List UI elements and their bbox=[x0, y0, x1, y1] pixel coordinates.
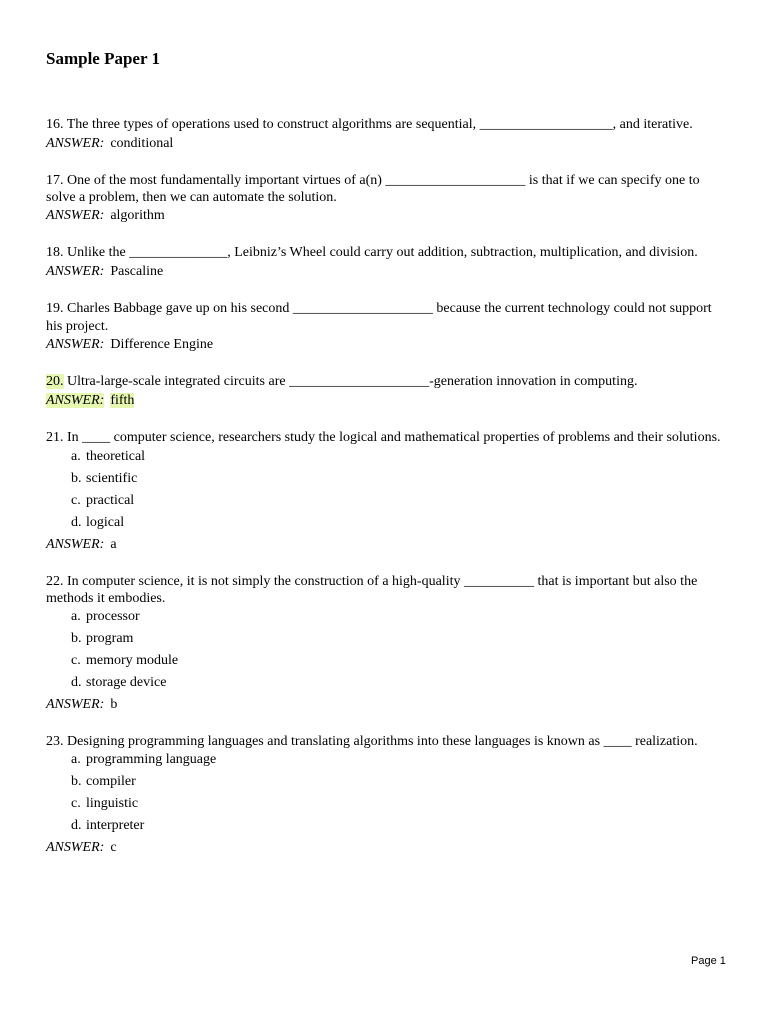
option-c bbox=[71, 492, 134, 509]
question-20-answer bbox=[46, 392, 134, 409]
question-21-answer bbox=[46, 536, 117, 553]
option-c bbox=[71, 652, 178, 669]
option-d bbox=[71, 674, 166, 691]
answer-label: ANSWER: bbox=[46, 537, 105, 552]
option-a bbox=[71, 448, 145, 465]
option-d bbox=[71, 514, 124, 531]
option-text: programming language bbox=[86, 752, 217, 767]
question-18-answer bbox=[46, 263, 163, 280]
answer-label: ANSWER: bbox=[46, 840, 105, 855]
option-letter: d. bbox=[71, 675, 82, 690]
answer-label: ANSWER: bbox=[46, 697, 105, 712]
question-17-text-line-1: 17. One of the most fundamentally important virtues of a(n) ____________________ is that if we can specify one to bbox=[46, 173, 700, 188]
option-b bbox=[71, 773, 136, 790]
answer-value: algorithm bbox=[110, 208, 165, 223]
question-17-answer bbox=[46, 207, 165, 224]
option-text: linguistic bbox=[86, 796, 139, 811]
option-text: logical bbox=[86, 515, 125, 530]
option-letter: c. bbox=[71, 493, 81, 508]
question-22-text-line-1: 22. In computer science, it is not simply the construction of a high-quality __________ that is important but also the bbox=[46, 574, 698, 589]
question-20-text bbox=[46, 373, 637, 390]
option-letter: a. bbox=[71, 752, 81, 767]
question-23-text: 23. Designing programming languages and translating algorithms into these languages is known as ____ realization. bbox=[46, 734, 698, 749]
answer-value: Difference Engine bbox=[110, 337, 214, 352]
answer-label: ANSWER: bbox=[46, 393, 105, 408]
option-letter: a. bbox=[71, 609, 81, 624]
option-text: practical bbox=[86, 493, 135, 508]
option-letter: b. bbox=[71, 471, 82, 486]
option-letter: a. bbox=[71, 449, 81, 464]
option-letter: c. bbox=[71, 796, 81, 811]
option-d bbox=[71, 817, 144, 834]
answer-label: ANSWER: bbox=[46, 136, 105, 151]
option-text: interpreter bbox=[86, 818, 145, 833]
option-text: storage device bbox=[86, 675, 167, 690]
page-title: Sample Paper 1 bbox=[46, 49, 160, 68]
option-letter: b. bbox=[71, 631, 82, 646]
question-16-text: 16. The three types of operations used to construct algorithms are sequential, ___________________, and iterative. bbox=[46, 117, 693, 132]
option-a bbox=[71, 751, 216, 768]
question-20-body: Ultra-large-scale integrated circuits are ____________________-generation innovation in computing. bbox=[67, 374, 638, 389]
question-22-answer bbox=[46, 696, 117, 713]
answer-label: ANSWER: bbox=[46, 264, 105, 279]
option-a bbox=[71, 608, 140, 625]
question-16-answer bbox=[46, 135, 173, 152]
option-text: compiler bbox=[86, 774, 136, 789]
option-b bbox=[71, 470, 137, 487]
option-c bbox=[71, 795, 138, 812]
answer-value: c bbox=[110, 840, 117, 855]
question-22-text-line-2: methods it embodies. bbox=[46, 591, 166, 606]
answer-value: a bbox=[110, 537, 117, 552]
option-letter: c. bbox=[71, 653, 81, 668]
question-19-text-line-2: his project. bbox=[46, 319, 109, 334]
answer-label: ANSWER: bbox=[46, 337, 105, 352]
option-letter: d. bbox=[71, 818, 82, 833]
answer-value: b bbox=[110, 697, 118, 712]
page-number: Page 1 bbox=[691, 955, 726, 967]
answer-label: ANSWER: bbox=[46, 208, 105, 223]
answer-value: conditional bbox=[110, 136, 174, 151]
question-number-highlight: 20. bbox=[46, 374, 64, 389]
question-17-text-line-2: solve a problem, then we can automate the solution. bbox=[46, 190, 337, 205]
question-19-text-line-1: 19. Charles Babbage gave up on his second ____________________ because the current technology could not support bbox=[46, 301, 712, 316]
option-text: processor bbox=[86, 609, 140, 624]
option-text: scientific bbox=[86, 471, 138, 486]
option-text: program bbox=[86, 631, 134, 646]
option-text: memory module bbox=[86, 653, 179, 668]
question-19-answer bbox=[46, 336, 213, 353]
question-21-text: 21. In ____ computer science, researchers study the logical and mathematical properties of problems and their solutions. bbox=[46, 430, 721, 445]
option-text: theoretical bbox=[86, 449, 146, 464]
question-23-answer bbox=[46, 839, 117, 856]
option-b bbox=[71, 630, 133, 647]
answer-value: Pascaline bbox=[110, 264, 164, 279]
option-letter: b. bbox=[71, 774, 82, 789]
answer-value: fifth bbox=[110, 393, 135, 408]
question-18-text: 18. Unlike the ______________, Leibniz’s Wheel could carry out addition, subtraction, multiplication, and division. bbox=[46, 245, 698, 260]
option-letter: d. bbox=[71, 515, 82, 530]
